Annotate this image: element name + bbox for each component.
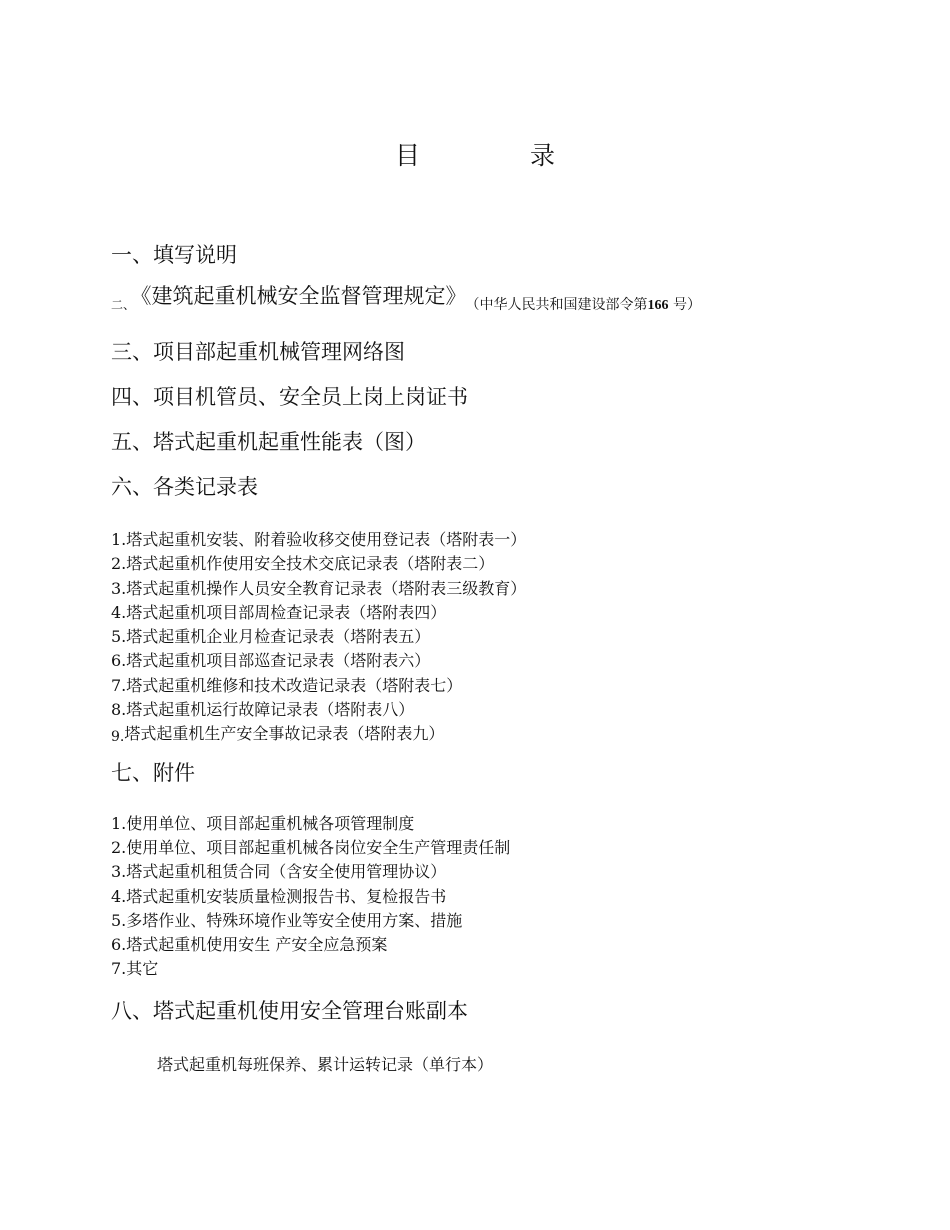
decree-number: 166	[647, 298, 669, 313]
list-item: 3.塔式起重机租赁合同（含安全使用管理协议）	[111, 862, 447, 882]
list-item: 7.塔式起重机维修和技术改造记录表（塔附表七）	[111, 675, 463, 695]
toc-section-7: 七、附件	[111, 760, 195, 785]
list-item: 7.其它	[111, 959, 159, 979]
list-item: 2.塔式起重机作使用安全技术交底记录表（塔附表二）	[111, 554, 495, 574]
list-item: 8.塔式起重机运行故障记录表（塔附表八）	[111, 700, 415, 720]
toc-section-2-note: （中华人民共和国建设部令第166 号）	[472, 297, 701, 313]
list-item: 1.使用单位、项目部起重机械各项管理制度	[111, 813, 415, 833]
list-item: 2.使用单位、项目部起重机械各岗位安全生产管理责任制	[111, 837, 511, 857]
toc-section-3: 三、项目部起重机械管理网络图	[111, 340, 405, 364]
toc-section-6: 六、各类记录表	[111, 475, 258, 499]
toc-section-8: 八、塔式起重机使用安全管理台账副本	[111, 998, 468, 1023]
toc-section-1: 一、填写说明	[111, 243, 237, 267]
list-item: 3.塔式起重机操作人员安全教育记录表（塔附表三级教育）	[111, 578, 527, 598]
ledger-item: 塔式起重机每班保养、累计运转记录（单行本）	[157, 1054, 494, 1074]
toc-section-2-title: 《建筑起重机械安全监督管理规定》	[141, 284, 467, 308]
list-item: 5.塔式起重机企业月检查记录表（塔附表五）	[111, 627, 431, 647]
toc-content	[111, 240, 911, 1077]
toc-section-2-prefix: 二、	[111, 298, 136, 312]
toc-section-5: 五、塔式起重机起重性能表（图）	[111, 430, 426, 454]
list-item: 6.塔式起重机使用安生 产安全应急预案	[111, 935, 388, 955]
list-item: 6.塔式起重机项目部巡查记录表（塔附表六）	[111, 651, 431, 671]
page-title	[0, 138, 950, 174]
toc-section-2	[111, 281, 911, 321]
toc-section-4: 四、项目机管员、安全员上岗上岗证书	[111, 385, 468, 409]
title-char-1: 目	[394, 141, 420, 170]
title-char-2: 录	[530, 141, 556, 170]
records-list	[111, 528, 911, 750]
list-item: 5.多塔作业、特殊环境作业等安全使用方案、措施	[111, 910, 463, 930]
list-item: 9.塔式起重机生产安全事故记录表（塔附表九）	[111, 724, 445, 746]
list-item: 4.塔式起重机项目部周检查记录表（塔附表四）	[111, 602, 447, 622]
list-item: 1.塔式起重机安装、附着验收移交使用登记表（塔附表一）	[111, 530, 527, 549]
attachments-list	[111, 812, 911, 982]
list-item: 4.塔式起重机安装质量检测报告书、复检报告书	[111, 886, 447, 906]
